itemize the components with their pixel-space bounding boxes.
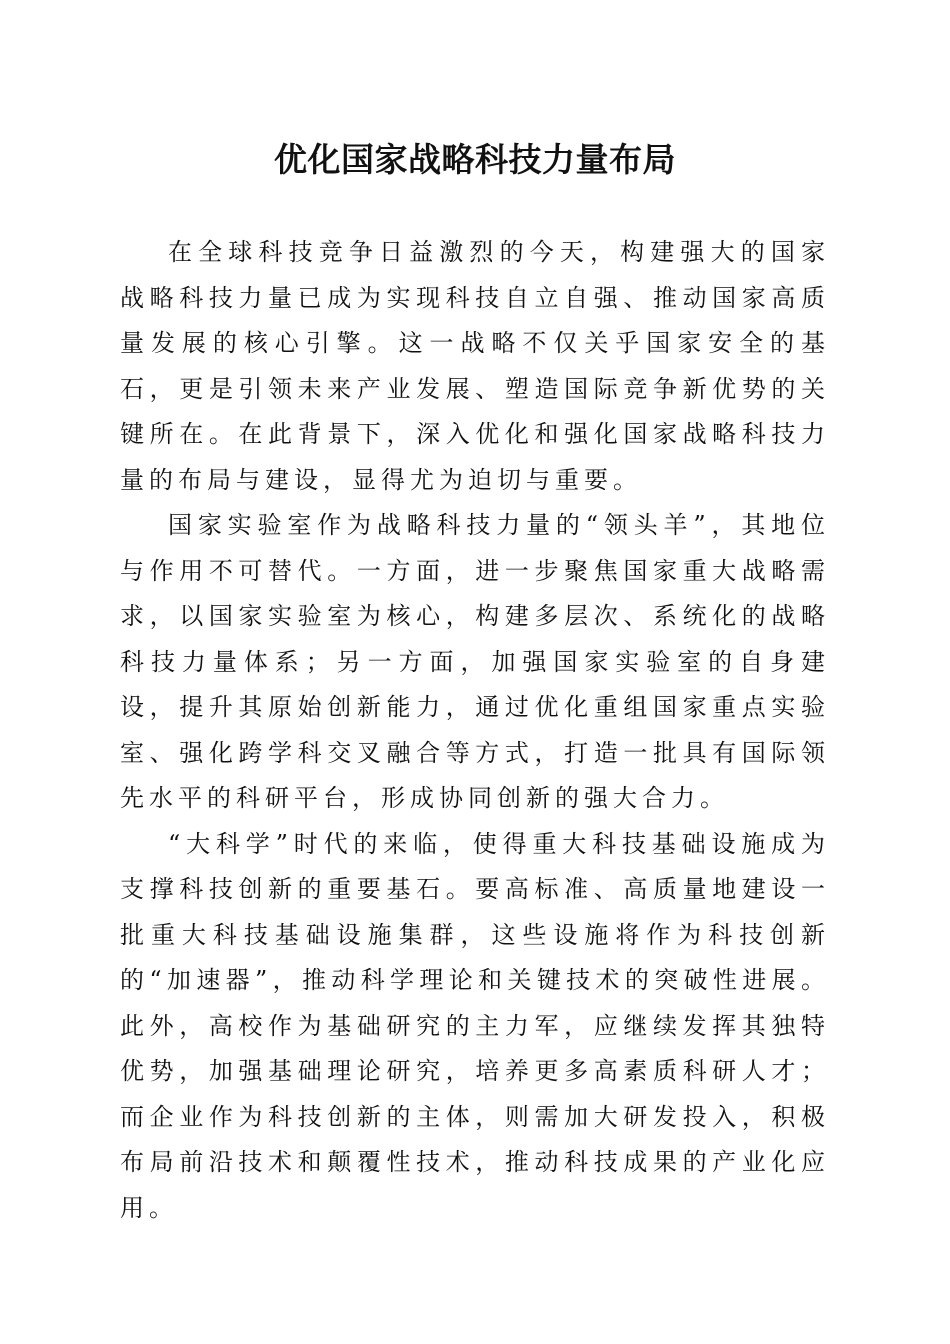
document-page [120,0,830,1344]
document-title: 优化国家战略科技力量布局 [274,140,676,179]
document-body [120,230,830,1231]
paragraph-3: “大科学”时代的来临，使得重大科技基础设施成为支撑科技创新的重要基石。要高标准、高质量地建设一批重大科技基础设施集群，这些设施将作为科技创新的“加速器”，推动科学理论和关键技术的突破性进展。此外，高校作为基础研究的主力军，应继续发挥其独特优势，加强基础理论研究，培养更多高素质科研人才；而企业作为科技创新的主体，则需加大研发投入，积极布局前沿技术和颠覆性技术，推动科技成果的产业化应用。 [120,829,830,1222]
paragraph-2: 国家实验室作为战略科技力量的“领头羊”，其地位与作用不可替代。一方面，进一步聚焦国家重大战略需求，以国家实验室为核心，构建多层次、系统化的战略科技力量体系；另一方面，加强国家实验室的自身建设，提升其原始创新能力，通过优化重组国家重点实验室、强化跨学科交叉融合等方式，打造一批具有国际领先水平的科研平台，形成协同创新的强大合力。 [120,511,830,812]
paragraph-1: 在全球科技竞争日益激烈的今天，构建强大的国家战略科技力量已成为实现科技自立自强、推动国家高质量发展的核心引擎。这一战略不仅关乎国家安全的基石，更是引领未来产业发展、塑造国际竞争新优势的关键所在。在此背景下，深入优化和强化国家战略科技力量的布局与建设，显得尤为迫切与重要。 [120,238,830,494]
